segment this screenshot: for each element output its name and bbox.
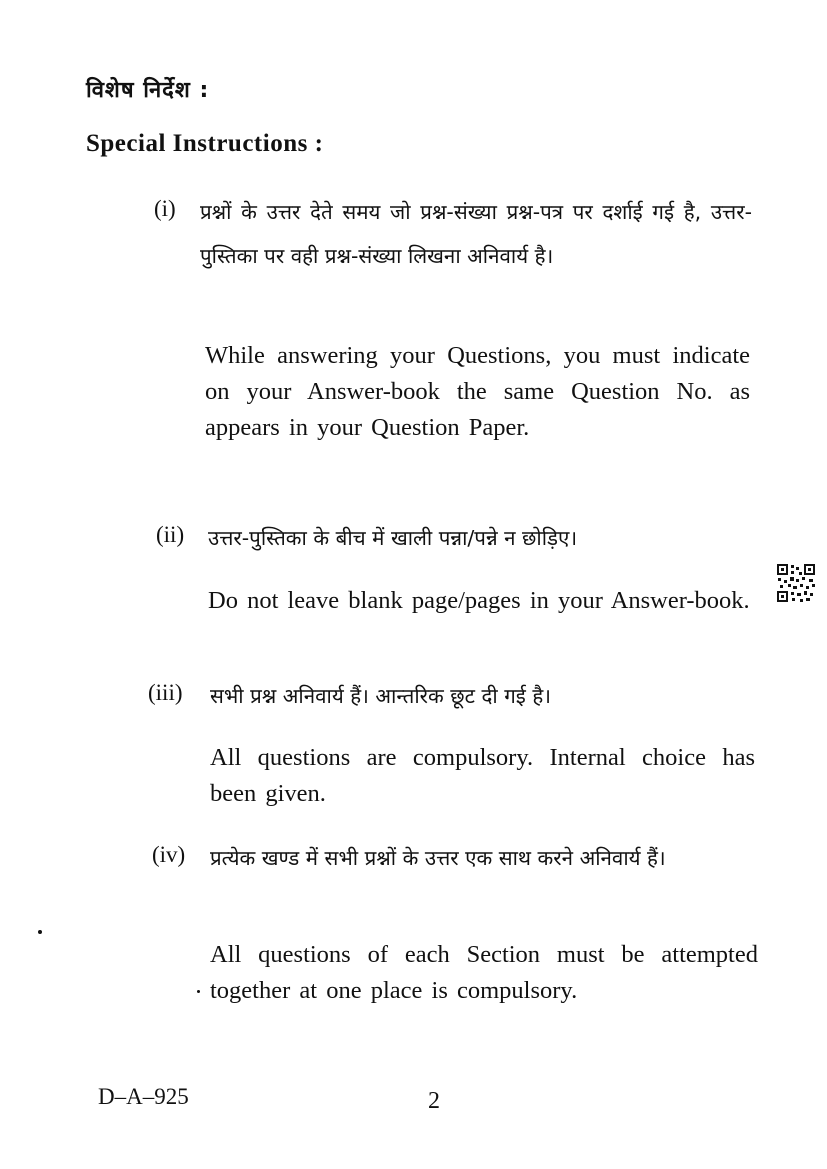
instruction-4-number: (iv) (152, 842, 186, 867)
instruction-3-number: (iii) (148, 680, 183, 705)
instruction-2-number: (ii) (156, 522, 185, 547)
instruction-1-number: (i) (154, 196, 176, 221)
instruction-4-english: All questions of each Section must be attempted together at one place is compulsory. (210, 941, 758, 1004)
hindi-heading: विशेष निर्देश : (86, 78, 210, 103)
instruction-1-hindi: प्रश्नों के उत्तर देते समय जो प्रश्न-संख्या प्रश्न-पत्र पर दर्शाई गई है, उत्तर-पुस्तिका पर वही प्रश्न-संख्या लिखना अनिवार्य है। (200, 200, 752, 268)
instruction-4-hindi: प्रत्येक खण्ड में सभी प्रश्नों के उत्तर एक साथ करने अनिवार्य हैं। (210, 846, 666, 870)
qr-code-icon (776, 563, 816, 603)
page-number: 2 (428, 1088, 440, 1114)
instruction-2-hindi: उत्तर-पुस्तिका के बीच में खाली पन्ना/पन्ने न छोड़िए। (208, 526, 578, 550)
instruction-3-hindi: सभी प्रश्न अनिवार्य हैं। आन्तरिक छूट दी गई है। (210, 684, 552, 708)
paper-code: D–A–925 (98, 1084, 189, 1109)
page-title: Special Instructions : (86, 130, 324, 157)
instruction-1-english: While answering your Questions, you must indicate on your Answer-book the same Question No. as appears in your Question Paper. (205, 342, 750, 441)
instruction-3-english: All questions are compulsory. Internal choice has been given. (210, 744, 755, 807)
scan-speck (38, 930, 42, 934)
instruction-2-english: Do not leave blank page/pages in your Answer-book. (208, 587, 750, 614)
scan-speck (197, 990, 200, 993)
